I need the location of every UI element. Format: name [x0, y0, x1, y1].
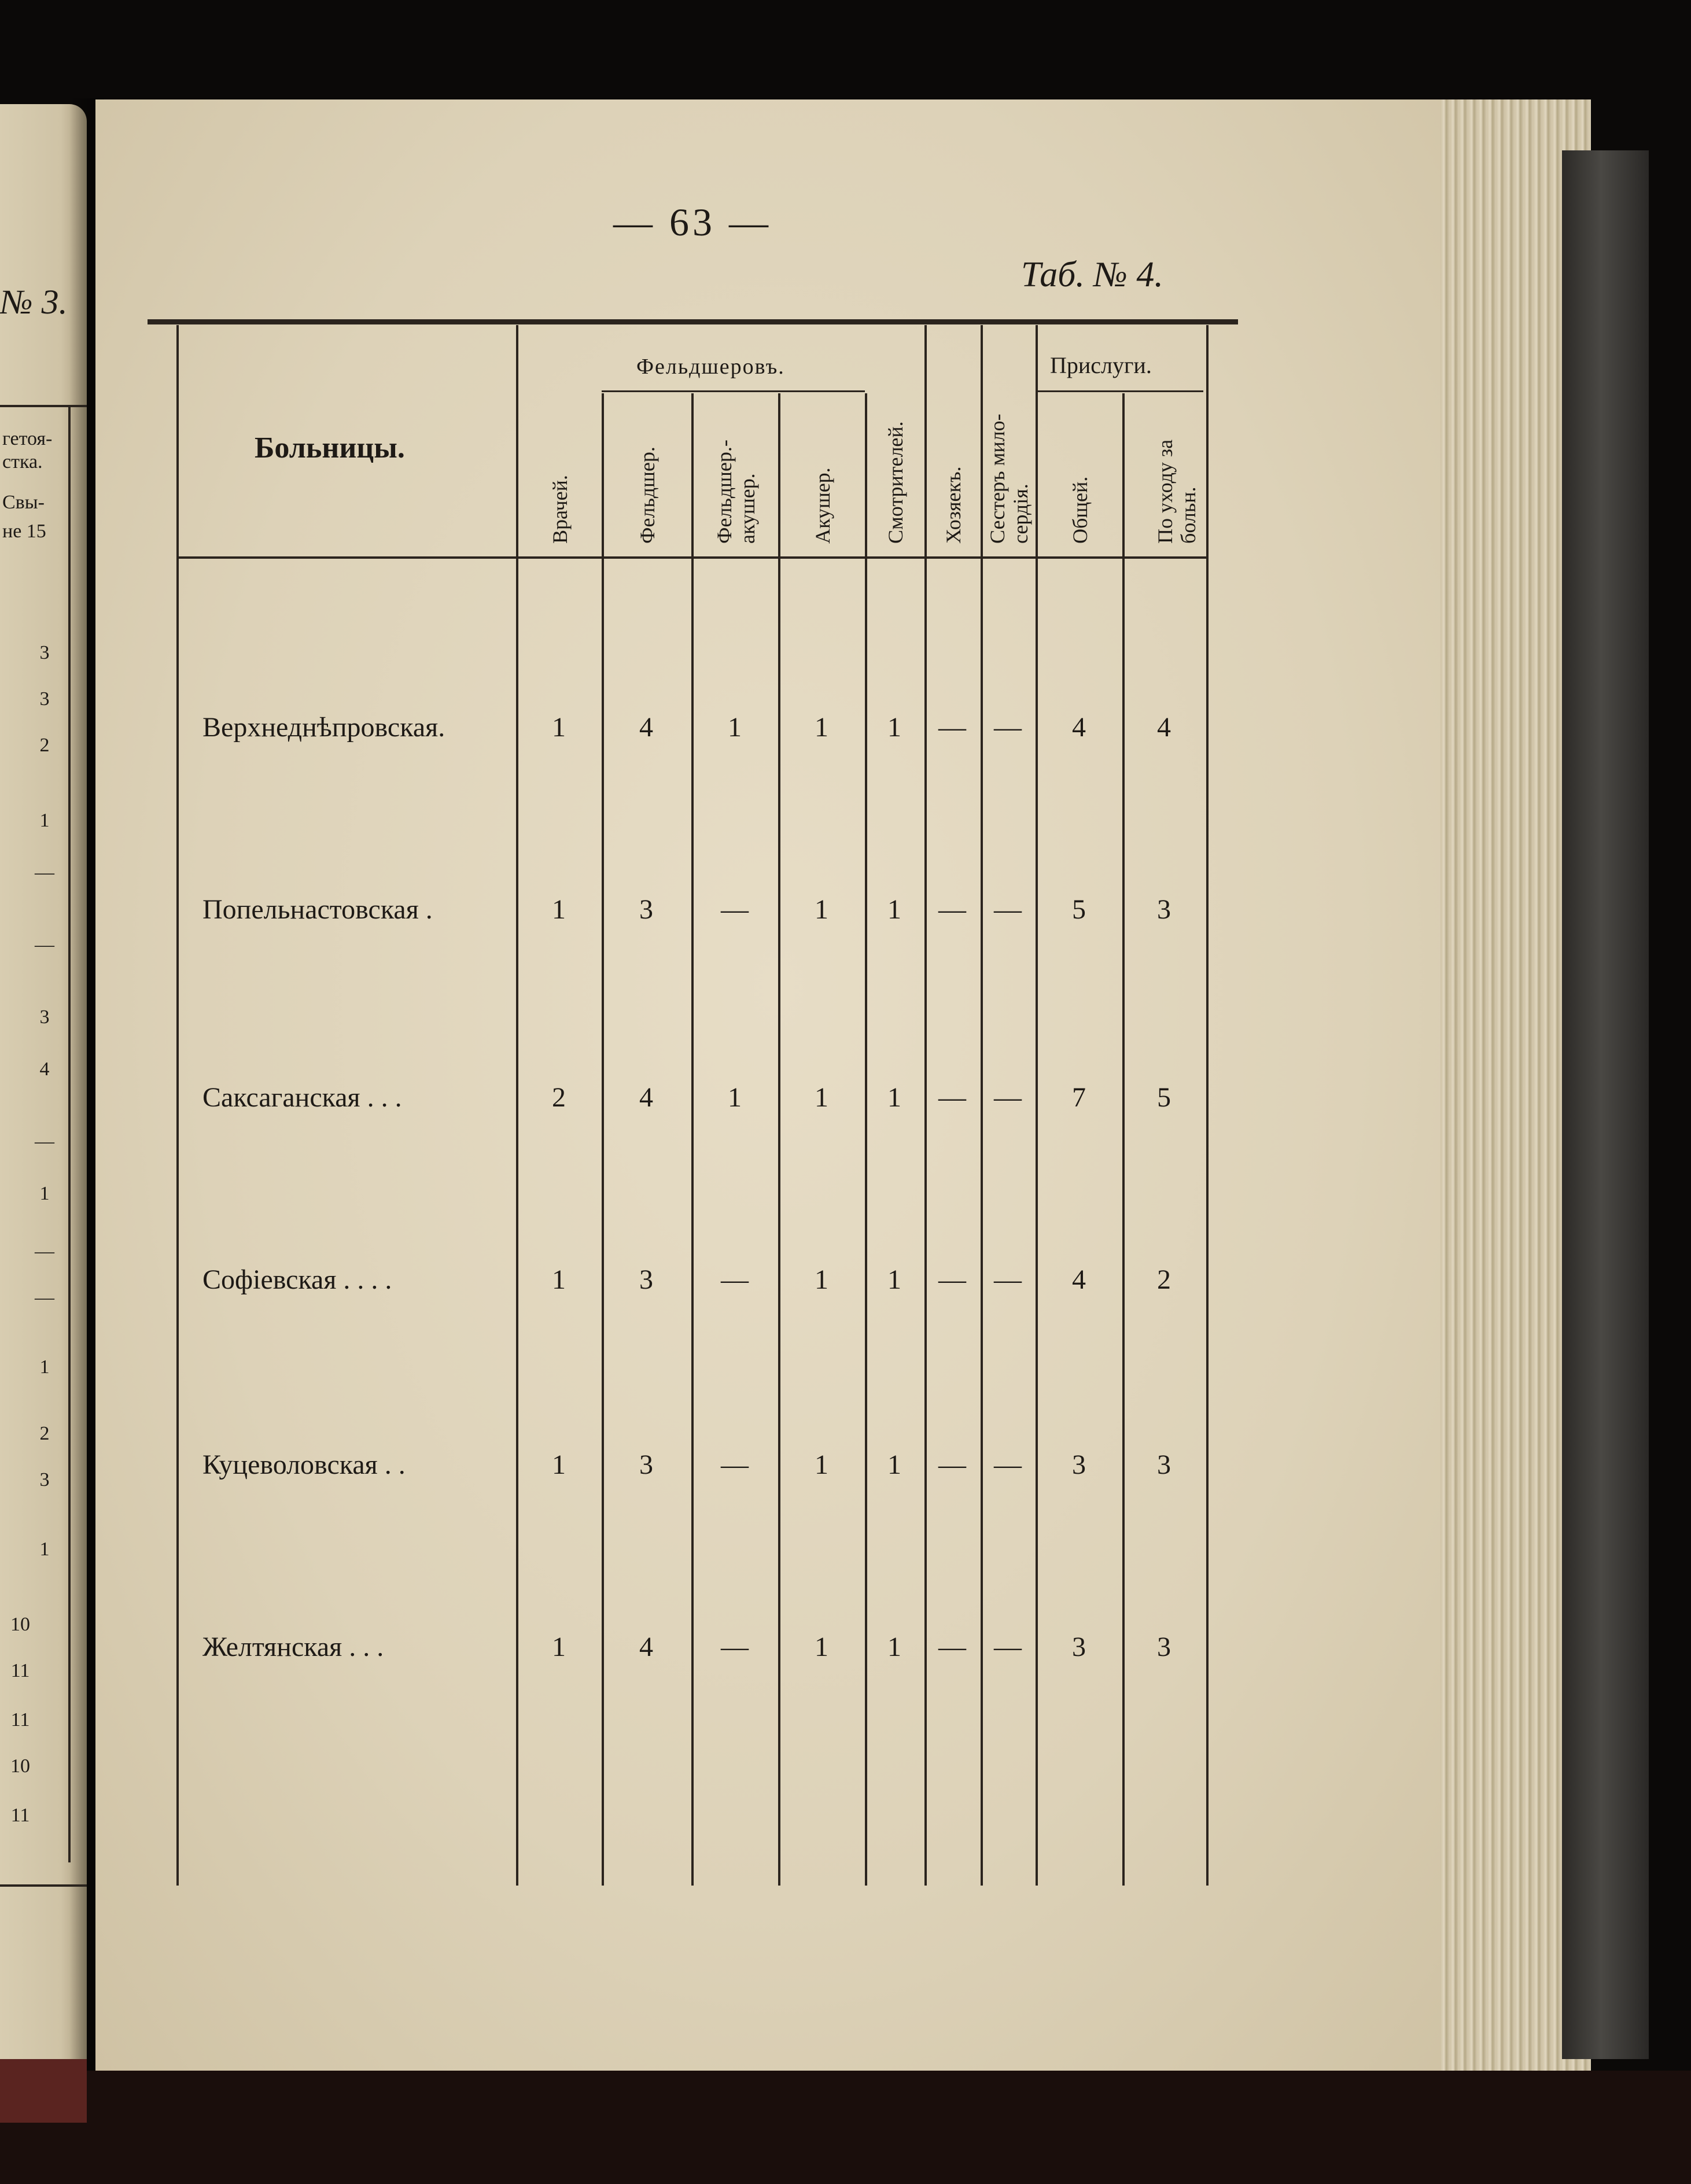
table-cell: — [938, 1264, 966, 1295]
table-cell: — [994, 894, 1022, 925]
table-cell: 3 [1157, 1449, 1171, 1480]
column-header: Фельдшер. [636, 447, 659, 544]
table-cell: 4 [639, 712, 653, 743]
left-rule [0, 405, 87, 407]
column-rule [924, 325, 927, 1886]
hospital-name: Куцеволовская . . [202, 1449, 406, 1480]
left-page-number: 10 [10, 1755, 30, 1777]
servants-group-rule [1036, 390, 1203, 392]
left-page-number: 1 [39, 1183, 50, 1204]
left-page-number: 3 [39, 1469, 50, 1491]
feldsher-group-rule [602, 390, 865, 392]
table-cell: 3 [639, 1264, 653, 1295]
column-header: Фельдшер.- акушер. [713, 440, 759, 544]
table-cell: 3 [1072, 1632, 1086, 1662]
feldshers-group-header: Фельдшеровъ. [636, 355, 785, 379]
table-cell: 3 [1157, 1632, 1171, 1662]
table-cell: 4 [1072, 712, 1086, 743]
hospital-name: Попельнастовская . [202, 894, 433, 925]
book-cover [1562, 150, 1649, 2059]
column-header: По уходу за больн. [1154, 439, 1200, 544]
table-cell: 4 [639, 1082, 653, 1113]
left-page-number: 3 [39, 642, 50, 663]
left-page-number: — [35, 1131, 54, 1152]
left-page-number: 3 [39, 1006, 50, 1028]
column-rule [1206, 325, 1209, 1886]
table-cell: — [938, 1449, 966, 1480]
table-top-rule [148, 319, 1238, 324]
left-table-number: № 3. [0, 283, 68, 321]
table-number: Таб. № 4. [1021, 255, 1163, 294]
left-page-number: 1 [39, 1356, 50, 1378]
left-page-number: 11 [10, 1709, 30, 1731]
hospital-name: Верхнеднѣпровская. [202, 712, 445, 743]
column-header: Хозяекъ. [942, 466, 965, 544]
table-cell: — [938, 894, 966, 925]
table-cell: 1 [552, 1632, 566, 1662]
table-cell: 1 [815, 712, 828, 743]
left-page-number: 2 [39, 1423, 50, 1444]
table-cell: 1 [552, 894, 566, 925]
table-cell: 1 [887, 1082, 901, 1113]
table-cell: 1 [887, 1264, 901, 1295]
table-cell: — [721, 1449, 749, 1480]
table-cell: 5 [1157, 1082, 1171, 1113]
table-cell: 1 [815, 1082, 828, 1113]
table-cell: — [994, 712, 1022, 743]
table-cell: — [721, 1264, 749, 1295]
column-rule [176, 325, 179, 1886]
left-header-line: гетоя- [2, 428, 53, 449]
table-cell: 1 [728, 712, 742, 743]
table-cell: 1 [815, 1449, 828, 1480]
table-cell: — [938, 1082, 966, 1113]
column-rule [1036, 325, 1038, 1886]
table-cell: 3 [639, 894, 653, 925]
column-header: Общей. [1069, 476, 1092, 544]
servants-group-header: Прислуги. [1050, 352, 1152, 378]
column-rule [778, 393, 780, 1886]
table-cell: — [994, 1449, 1022, 1480]
column-rule [691, 393, 694, 1886]
bottom-band [0, 2071, 1691, 2184]
table-cell: 3 [1157, 894, 1171, 925]
table-cell: 1 [815, 894, 828, 925]
left-header-line: стка. [2, 451, 43, 473]
table-cell: 1 [552, 1264, 566, 1295]
table-cell: 1 [887, 1632, 901, 1662]
table-cell: 3 [1072, 1449, 1086, 1480]
table-cell: — [938, 712, 966, 743]
hospitals-header: Больницы. [255, 431, 405, 464]
left-header-line: Свы- [2, 492, 45, 513]
left-page-number: — [35, 1287, 54, 1308]
table-cell: 1 [552, 1449, 566, 1480]
left-page-number: 4 [39, 1058, 50, 1080]
column-header: Сестеръ мило- сердія. [986, 414, 1032, 544]
hospital-name: Саксаганская . . . [202, 1082, 402, 1113]
left-page-number: 2 [39, 735, 50, 756]
left-page-number: — [35, 934, 54, 956]
column-header: Врачей. [548, 475, 572, 544]
table-cell: 5 [1072, 894, 1086, 925]
left-cover-corner [0, 2059, 87, 2123]
left-page-number: 11 [10, 1805, 30, 1826]
column-header: Смотрителей. [884, 421, 907, 544]
column-header: Акушер. [811, 467, 834, 544]
column-rule [516, 325, 518, 1886]
left-col-line [68, 405, 71, 1862]
table-cell: 1 [552, 712, 566, 743]
table-cell: — [994, 1632, 1022, 1662]
table-cell: 1 [887, 1449, 901, 1480]
table-cell: — [994, 1264, 1022, 1295]
column-rule [981, 325, 983, 1886]
table-cell: 4 [1072, 1264, 1086, 1295]
table-cell: 1 [887, 712, 901, 743]
table-cell: 1 [887, 894, 901, 925]
column-rule [865, 393, 867, 1886]
hospital-name: Желтянская . . . [202, 1632, 384, 1662]
left-rule-2 [0, 1884, 87, 1887]
table-cell: — [938, 1632, 966, 1662]
left-page-number: 1 [39, 1539, 50, 1560]
left-page-number: 11 [10, 1660, 30, 1681]
table-cell: 1 [815, 1264, 828, 1295]
left-page-number: 10 [10, 1614, 30, 1635]
hospital-name: Софіевская . . . . [202, 1264, 392, 1295]
left-page-number: — [35, 1241, 54, 1262]
column-rule [602, 393, 604, 1886]
left-page-number: — [35, 862, 54, 883]
table-cell: — [721, 1632, 749, 1662]
left-page-number: 1 [39, 810, 50, 831]
table-cell: 1 [728, 1082, 742, 1113]
column-rule [1122, 393, 1125, 1886]
page-number: — 63 — [613, 200, 772, 244]
table-cell: — [721, 894, 749, 925]
table-cell: 1 [815, 1632, 828, 1662]
table-cell: 7 [1072, 1082, 1086, 1113]
table-cell: 4 [1157, 712, 1171, 743]
table-cell: — [994, 1082, 1022, 1113]
table-cell: 4 [639, 1632, 653, 1662]
table-cell: 2 [1157, 1264, 1171, 1295]
table-cell: 2 [552, 1082, 566, 1113]
left-header-line: не 15 [2, 521, 46, 542]
table-cell: 3 [639, 1449, 653, 1480]
left-page-number: 3 [39, 688, 50, 710]
